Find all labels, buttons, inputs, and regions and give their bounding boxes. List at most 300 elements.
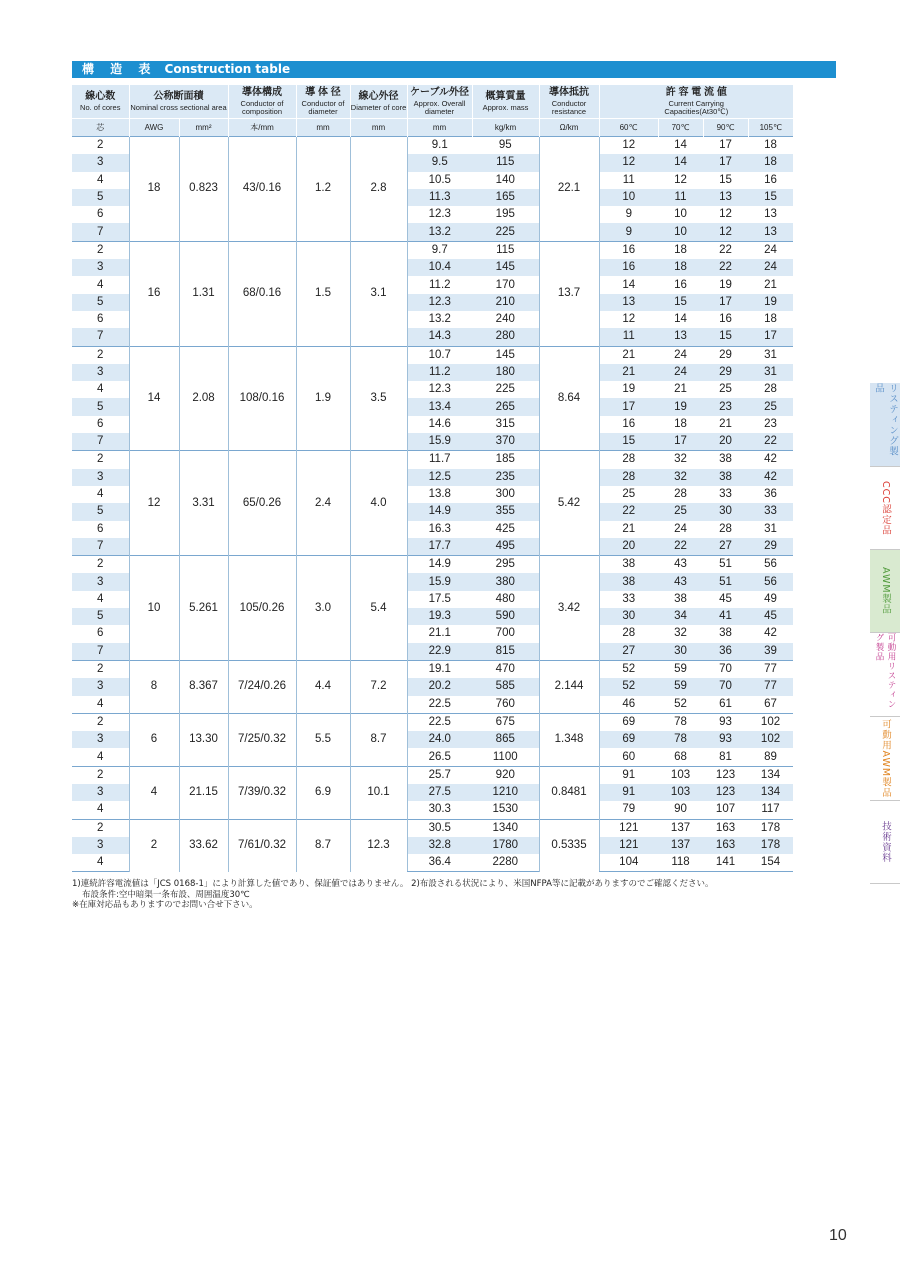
cell-ampacity-70: 68 — [674, 750, 687, 763]
cell-ampacity-70: 59 — [658, 660, 703, 678]
cell-ampacity-60: 19 — [599, 381, 658, 398]
cell-conductor-diameter: 8.7 — [296, 819, 350, 872]
cell-ampacity-70: 52 — [674, 697, 687, 710]
cell-ampacity-90: 13 — [703, 189, 748, 206]
cell-composition: 7/39/0.32 — [228, 766, 296, 819]
cell-ampacity-60: 52 — [599, 678, 658, 695]
cell-conductor-diameter: 1.9 — [296, 346, 350, 451]
cell-cores: 6 — [72, 311, 129, 328]
cell-overall-diameter: 9.5 — [407, 154, 472, 171]
cell-ampacity-105: 39 — [748, 643, 793, 661]
cell-awg: 4 — [129, 766, 179, 819]
cell-ampacity-70: 137 — [658, 837, 703, 854]
cell-ampacity-105: 22 — [748, 433, 793, 451]
table-row — [72, 660, 836, 678]
cell-overall-diameter: 22.5 — [407, 713, 472, 731]
cell-ampacity-90: 17 — [703, 294, 748, 311]
cell-ampacity-70: 22 — [658, 538, 703, 556]
cell-ampacity-90: 19 — [719, 278, 732, 291]
cell-ampacity-60: 28 — [599, 469, 658, 486]
cell-resistance: 2.144 — [539, 660, 599, 713]
cell-cores: 7 — [72, 433, 129, 451]
cell-ampacity-70: 32 — [674, 627, 687, 640]
cell-area: 21.15 — [179, 766, 228, 819]
cell-ampacity-90: 22 — [703, 241, 748, 259]
cell-mass: 1210 — [472, 784, 539, 801]
cell-cores: 3 — [72, 259, 129, 276]
side-tab-label: リスティング製品 — [873, 383, 898, 457]
cell-cores: 2 — [72, 660, 129, 678]
cell-ampacity-70: 15 — [658, 294, 703, 311]
cell-ampacity-90: 33 — [719, 488, 732, 501]
cell-ampacity-60: 38 — [599, 556, 658, 574]
cell-mass: 865 — [472, 731, 539, 748]
footnote-2: 布設条件:空中暗渠一条布設、周囲温度30℃ — [82, 889, 250, 900]
cell-ampacity-60: 69 — [599, 731, 658, 748]
cell-ampacity-60: 27 — [599, 643, 658, 661]
cell-ampacity-105: 56 — [748, 573, 793, 590]
cell-ampacity-70: 16 — [674, 278, 687, 291]
cell-mass: 170 — [495, 278, 515, 291]
cell-ampacity-105: 17 — [748, 328, 793, 346]
cell-overall-diameter: 13.2 — [407, 223, 472, 241]
cell-overall-diameter: 11.7 — [407, 451, 472, 469]
cell-ampacity-90: 70 — [703, 678, 748, 695]
unit-70c: 70℃ — [658, 119, 703, 137]
cell-ampacity-60: 11 — [599, 328, 658, 346]
cell-cores: 6 — [72, 625, 129, 642]
unit-core-diameter: mm — [350, 119, 407, 137]
cell-cores: 2 — [72, 556, 129, 574]
cell-overall-diameter: 9.1 — [407, 137, 472, 155]
cell-ampacity-105: 18 — [764, 313, 777, 326]
cell-area: 13.30 — [179, 713, 228, 766]
cell-composition: 43/0.16 — [228, 137, 296, 242]
cell-ampacity-105: 102 — [748, 713, 793, 731]
cell-resistance: 8.64 — [539, 346, 599, 451]
cell-ampacity-70: 18 — [658, 259, 703, 276]
cell-cores: 5 — [72, 503, 129, 520]
cell-ampacity-105: 21 — [764, 278, 777, 291]
cell-composition: 7/25/0.32 — [228, 713, 296, 766]
cell-cores: 4 — [72, 591, 129, 608]
cell-ampacity-105: 42 — [764, 627, 777, 640]
cell-mass: 225 — [495, 383, 515, 396]
cell-ampacity-60: 21 — [599, 346, 658, 364]
cell-conductor-diameter: 6.9 — [296, 766, 350, 819]
cell-resistance: 0.5335 — [539, 819, 599, 872]
cell-ampacity-60: 9 — [599, 206, 658, 223]
cell-ampacity-70: 43 — [658, 556, 703, 574]
cell-conductor-diameter: 1.5 — [296, 241, 350, 346]
cell-mass: 95 — [472, 137, 539, 155]
cell-cores: 4 — [72, 696, 129, 714]
cell-mass: 470 — [472, 660, 539, 678]
header-composition: 導体構成 Conductor of composition — [228, 85, 296, 119]
cell-overall-diameter: 25.7 — [407, 766, 472, 784]
cell-ampacity-70: 25 — [658, 503, 703, 520]
cell-ampacity-70: 12 — [674, 173, 687, 186]
cell-ampacity-70: 18 — [658, 241, 703, 259]
cell-ampacity-60: 104 — [599, 854, 658, 872]
cell-overall-diameter: 16.3 — [407, 521, 472, 538]
cell-mass: 920 — [472, 766, 539, 784]
cell-mass: 295 — [472, 556, 539, 574]
cell-ampacity-105: 13 — [748, 223, 793, 241]
side-tab-4[interactable] — [870, 633, 900, 717]
cell-overall-diameter: 12.3 — [407, 206, 472, 223]
cell-ampacity-105: 49 — [764, 592, 777, 605]
cell-ampacity-60: 79 — [599, 801, 658, 819]
side-tab-2[interactable] — [870, 467, 900, 550]
cell-ampacity-90: 17 — [703, 154, 748, 171]
cell-cores: 3 — [72, 154, 129, 171]
cell-mass: 300 — [495, 488, 515, 501]
cell-ampacity-105: 31 — [748, 346, 793, 364]
cell-awg: 18 — [129, 137, 179, 242]
cell-ampacity-60: 12 — [599, 137, 658, 155]
cell-cores: 2 — [72, 346, 129, 364]
cell-mass: 145 — [472, 259, 539, 276]
cell-ampacity-60: 14 — [599, 276, 658, 293]
cell-ampacity-90: 25 — [719, 383, 732, 396]
cell-ampacity-60: 91 — [599, 784, 658, 801]
cell-ampacity-105: 178 — [748, 837, 793, 854]
cell-mass: 235 — [472, 469, 539, 486]
cell-cores: 6 — [72, 206, 129, 223]
cell-ampacity-90: 29 — [703, 346, 748, 364]
footnote-1: 1)連続許容電流値は「JCS 0168-1」により計算した値であり、保証値ではありません。 2)布設される状況により、米国NFPA等に記載がありますのでご確認ください。 — [72, 879, 714, 889]
header-row-units — [72, 119, 836, 137]
cell-ampacity-90: 16 — [719, 313, 732, 326]
cell-cores: 2 — [72, 451, 129, 469]
cell-mass: 225 — [472, 223, 539, 241]
cell-core-diameter: 7.2 — [350, 660, 407, 713]
cell-ampacity-70: 10 — [674, 208, 687, 221]
cell-ampacity-105: 77 — [748, 660, 793, 678]
cell-ampacity-70: 28 — [674, 488, 687, 501]
unit-60c: 60℃ — [599, 119, 658, 137]
cell-ampacity-105: 31 — [764, 522, 777, 535]
cell-mass: 1780 — [472, 837, 539, 854]
cell-ampacity-105: 13 — [764, 208, 777, 221]
cell-ampacity-70: 90 — [674, 803, 687, 816]
cell-ampacity-90: 41 — [703, 608, 748, 625]
cell-ampacity-70: 78 — [658, 731, 703, 748]
cell-mass: 675 — [472, 713, 539, 731]
cell-cores: 4 — [72, 172, 129, 189]
table-row — [72, 766, 836, 784]
unit-resistance: Ω/km — [539, 119, 599, 137]
cell-ampacity-105: 23 — [764, 417, 777, 430]
cell-ampacity-90: 12 — [719, 208, 732, 221]
cell-core-diameter: 4.0 — [350, 451, 407, 556]
cell-ampacity-70: 137 — [658, 819, 703, 837]
header-row-labels — [72, 85, 836, 119]
side-tab-3[interactable] — [870, 550, 900, 633]
cell-ampacity-60: 28 — [599, 451, 658, 469]
cell-ampacity-60: 46 — [599, 696, 658, 714]
cell-ampacity-70: 14 — [658, 137, 703, 155]
cell-overall-diameter: 11.2 — [407, 276, 472, 293]
side-tab-label: 可動用AWM製品 — [880, 718, 891, 799]
cell-cores: 2 — [72, 713, 129, 731]
cell-ampacity-90: 17 — [703, 137, 748, 155]
table-row — [72, 819, 836, 837]
cell-ampacity-90: 93 — [703, 731, 748, 748]
cell-overall-diameter: 12.3 — [407, 381, 472, 398]
cell-area: 5.261 — [179, 556, 228, 661]
cell-mass: 280 — [472, 328, 539, 346]
cell-overall-diameter: 21.1 — [407, 625, 472, 642]
cell-overall-diameter: 14.9 — [407, 556, 472, 574]
cell-ampacity-90: 107 — [715, 803, 736, 816]
cell-ampacity-105: 102 — [748, 731, 793, 748]
cell-ampacity-105: 16 — [764, 173, 777, 186]
cell-core-diameter: 3.1 — [350, 241, 407, 346]
cell-mass: 195 — [495, 208, 515, 221]
cell-cores: 4 — [72, 854, 129, 872]
table-row — [72, 346, 836, 364]
unit-overall-diameter: mm — [407, 119, 472, 137]
cell-ampacity-105: 42 — [748, 469, 793, 486]
cell-ampacity-90: 27 — [703, 538, 748, 556]
cell-ampacity-105: 24 — [748, 241, 793, 259]
cell-ampacity-105: 89 — [764, 750, 777, 763]
cell-ampacity-60: 11 — [599, 172, 658, 189]
cell-ampacity-60: 12 — [599, 311, 658, 328]
cell-area: 2.08 — [179, 346, 228, 451]
page-number: 10 — [829, 1227, 847, 1244]
table-body — [72, 137, 836, 872]
cell-awg: 8 — [129, 660, 179, 713]
cell-core-diameter: 8.7 — [350, 713, 407, 766]
cell-ampacity-70: 43 — [658, 573, 703, 590]
cell-cores: 4 — [72, 276, 129, 293]
cell-overall-diameter: 10.7 — [407, 346, 472, 364]
cell-area: 0.823 — [179, 137, 228, 242]
header-conductor-diameter: 導 体 径 Conductor of diameter — [296, 85, 350, 119]
cell-ampacity-90: 12 — [703, 223, 748, 241]
cell-ampacity-105: 42 — [748, 451, 793, 469]
side-index-tabs — [870, 383, 900, 884]
cell-overall-diameter: 11.2 — [407, 364, 472, 381]
cell-cores: 3 — [72, 784, 129, 801]
cell-mass: 700 — [495, 627, 515, 640]
cell-ampacity-90: 70 — [703, 660, 748, 678]
cell-overall-diameter: 13.8 — [407, 486, 472, 503]
section-title-en: Construction table — [164, 62, 291, 76]
side-tab-6[interactable] — [870, 801, 900, 884]
cell-ampacity-105: 117 — [761, 803, 780, 816]
cell-composition: 7/61/0.32 — [228, 819, 296, 872]
cell-ampacity-70: 13 — [658, 328, 703, 346]
cell-core-diameter: 3.5 — [350, 346, 407, 451]
cell-cores: 2 — [72, 241, 129, 259]
cell-mass: 480 — [495, 592, 515, 605]
cell-composition: 108/0.16 — [228, 346, 296, 451]
cell-ampacity-90: 45 — [719, 592, 732, 605]
side-tab-5[interactable] — [870, 717, 900, 801]
cell-overall-diameter: 14.6 — [407, 416, 472, 433]
side-tab-label: 技術資料 — [880, 821, 891, 863]
construction-table — [72, 85, 836, 872]
cell-ampacity-70: 38 — [674, 592, 687, 605]
cell-conductor-diameter: 1.2 — [296, 137, 350, 242]
cell-mass: 185 — [472, 451, 539, 469]
cell-cores: 6 — [72, 521, 129, 538]
cell-ampacity-60: 15 — [599, 433, 658, 451]
cell-composition: 65/0.26 — [228, 451, 296, 556]
header-ampacity: 許 容 電 流 値 Current Carrying Capacities(At30℃) — [599, 85, 793, 119]
cell-ampacity-60: 69 — [599, 713, 658, 731]
cell-mass: 380 — [472, 573, 539, 590]
cell-ampacity-60: 17 — [599, 398, 658, 415]
cell-area: 3.31 — [179, 451, 228, 556]
cell-cores: 3 — [72, 837, 129, 854]
cell-core-diameter: 10.1 — [350, 766, 407, 819]
cell-composition: 105/0.26 — [228, 556, 296, 661]
cell-overall-diameter: 19.3 — [407, 608, 472, 625]
cell-awg: 16 — [129, 241, 179, 346]
cell-mass: 585 — [472, 678, 539, 695]
cell-area: 8.367 — [179, 660, 228, 713]
cell-overall-diameter: 10.5 — [407, 172, 472, 189]
cell-ampacity-60: 21 — [599, 364, 658, 381]
cell-ampacity-70: 24 — [658, 364, 703, 381]
cell-ampacity-60: 16 — [599, 259, 658, 276]
cell-ampacity-70: 32 — [658, 451, 703, 469]
cell-ampacity-70: 78 — [658, 713, 703, 731]
cell-composition: 7/24/0.26 — [228, 660, 296, 713]
unit-mm2: mm² — [179, 119, 228, 137]
cell-resistance: 5.42 — [539, 451, 599, 556]
cell-mass: 495 — [472, 538, 539, 556]
unit-cores: 芯 — [72, 119, 129, 137]
unit-conductor-diameter: mm — [296, 119, 350, 137]
cell-ampacity-90: 15 — [703, 328, 748, 346]
cell-ampacity-60: 121 — [599, 837, 658, 854]
cell-overall-diameter: 17.5 — [407, 591, 472, 608]
cell-ampacity-70: 103 — [658, 766, 703, 784]
cell-ampacity-90: 36 — [703, 643, 748, 661]
cell-ampacity-70: 59 — [658, 678, 703, 695]
cell-ampacity-90: 38 — [703, 469, 748, 486]
cell-core-diameter: 12.3 — [350, 819, 407, 872]
cell-awg: 2 — [129, 819, 179, 872]
cell-cores: 3 — [72, 364, 129, 381]
cell-ampacity-70: 34 — [658, 608, 703, 625]
cell-ampacity-60: 20 — [599, 538, 658, 556]
cell-mass: 370 — [472, 433, 539, 451]
cell-ampacity-105: 154 — [748, 854, 793, 872]
cell-ampacity-70: 24 — [658, 346, 703, 364]
cell-ampacity-90: 28 — [719, 522, 732, 535]
cell-conductor-diameter: 5.5 — [296, 713, 350, 766]
cell-ampacity-60: 16 — [599, 416, 658, 433]
cell-ampacity-70: 14 — [674, 313, 687, 326]
cell-mass: 140 — [495, 173, 515, 186]
cell-ampacity-90: 23 — [703, 398, 748, 415]
cell-cores: 7 — [72, 643, 129, 661]
cell-cores: 7 — [72, 328, 129, 346]
cell-ampacity-60: 12 — [599, 154, 658, 171]
cell-ampacity-70: 21 — [674, 383, 687, 396]
cell-mass: 165 — [472, 189, 539, 206]
cell-ampacity-105: 77 — [748, 678, 793, 695]
cell-mass: 265 — [472, 398, 539, 415]
cell-ampacity-105: 56 — [748, 556, 793, 574]
cell-cores: 6 — [72, 416, 129, 433]
cell-conductor-diameter: 3.0 — [296, 556, 350, 661]
cell-cores: 3 — [72, 573, 129, 590]
cell-mass: 315 — [495, 417, 515, 430]
cell-overall-diameter: 24.0 — [407, 731, 472, 748]
cell-overall-diameter: 10.4 — [407, 259, 472, 276]
cell-ampacity-90: 15 — [719, 173, 732, 186]
cell-overall-diameter: 20.2 — [407, 678, 472, 695]
cell-cores: 2 — [72, 766, 129, 784]
cell-mass: 115 — [472, 154, 539, 171]
unit-awg: AWG — [129, 119, 179, 137]
cell-mass: 1530 — [492, 803, 519, 816]
cell-ampacity-105: 19 — [748, 294, 793, 311]
cell-ampacity-90: 21 — [719, 417, 732, 430]
unit-90c: 90℃ — [703, 119, 748, 137]
cell-overall-diameter: 12.3 — [407, 294, 472, 311]
cell-mass: 240 — [495, 313, 515, 326]
cell-ampacity-60: 22 — [599, 503, 658, 520]
cell-overall-diameter: 15.9 — [407, 433, 472, 451]
cell-overall-diameter: 32.8 — [407, 837, 472, 854]
header-mass: 概算質量 Approx. mass — [472, 85, 539, 119]
cell-awg: 12 — [129, 451, 179, 556]
cell-ampacity-105: 36 — [764, 488, 777, 501]
cell-ampacity-90: 38 — [719, 627, 732, 640]
cell-cores: 2 — [72, 819, 129, 837]
cell-overall-diameter: 11.3 — [407, 189, 472, 206]
cell-resistance: 1.348 — [539, 713, 599, 766]
table-row — [72, 713, 836, 731]
cell-core-diameter: 5.4 — [350, 556, 407, 661]
footnote-3: ※在庫対応品もありますのでお問い合せ下さい。 — [72, 900, 258, 910]
cell-cores: 5 — [72, 608, 129, 625]
cell-ampacity-105: 18 — [748, 154, 793, 171]
header-overall-diameter: ケーブル外径 Approx. Overall diameter — [407, 85, 472, 119]
cell-overall-diameter: 26.5 — [407, 748, 472, 766]
unit-mass: kg/km — [472, 119, 539, 137]
cell-mass: 815 — [472, 643, 539, 661]
cell-mass: 425 — [495, 522, 515, 535]
unit-105c: 105℃ — [748, 119, 793, 137]
cell-ampacity-90: 38 — [703, 451, 748, 469]
cell-ampacity-60: 13 — [599, 294, 658, 311]
cell-mass: 2280 — [472, 854, 539, 872]
cell-ampacity-90: 123 — [703, 766, 748, 784]
side-tab-1[interactable] — [870, 383, 900, 467]
cell-ampacity-90: 123 — [703, 784, 748, 801]
cell-ampacity-90: 22 — [703, 259, 748, 276]
cell-ampacity-70: 10 — [658, 223, 703, 241]
cell-ampacity-60: 21 — [599, 521, 658, 538]
cell-ampacity-70: 14 — [658, 154, 703, 171]
cell-ampacity-70: 19 — [658, 398, 703, 415]
table-row — [72, 556, 836, 574]
cell-mass: 355 — [472, 503, 539, 520]
cell-ampacity-60: 91 — [599, 766, 658, 784]
cell-overall-diameter: 14.9 — [407, 503, 472, 520]
cell-ampacity-90: 93 — [703, 713, 748, 731]
